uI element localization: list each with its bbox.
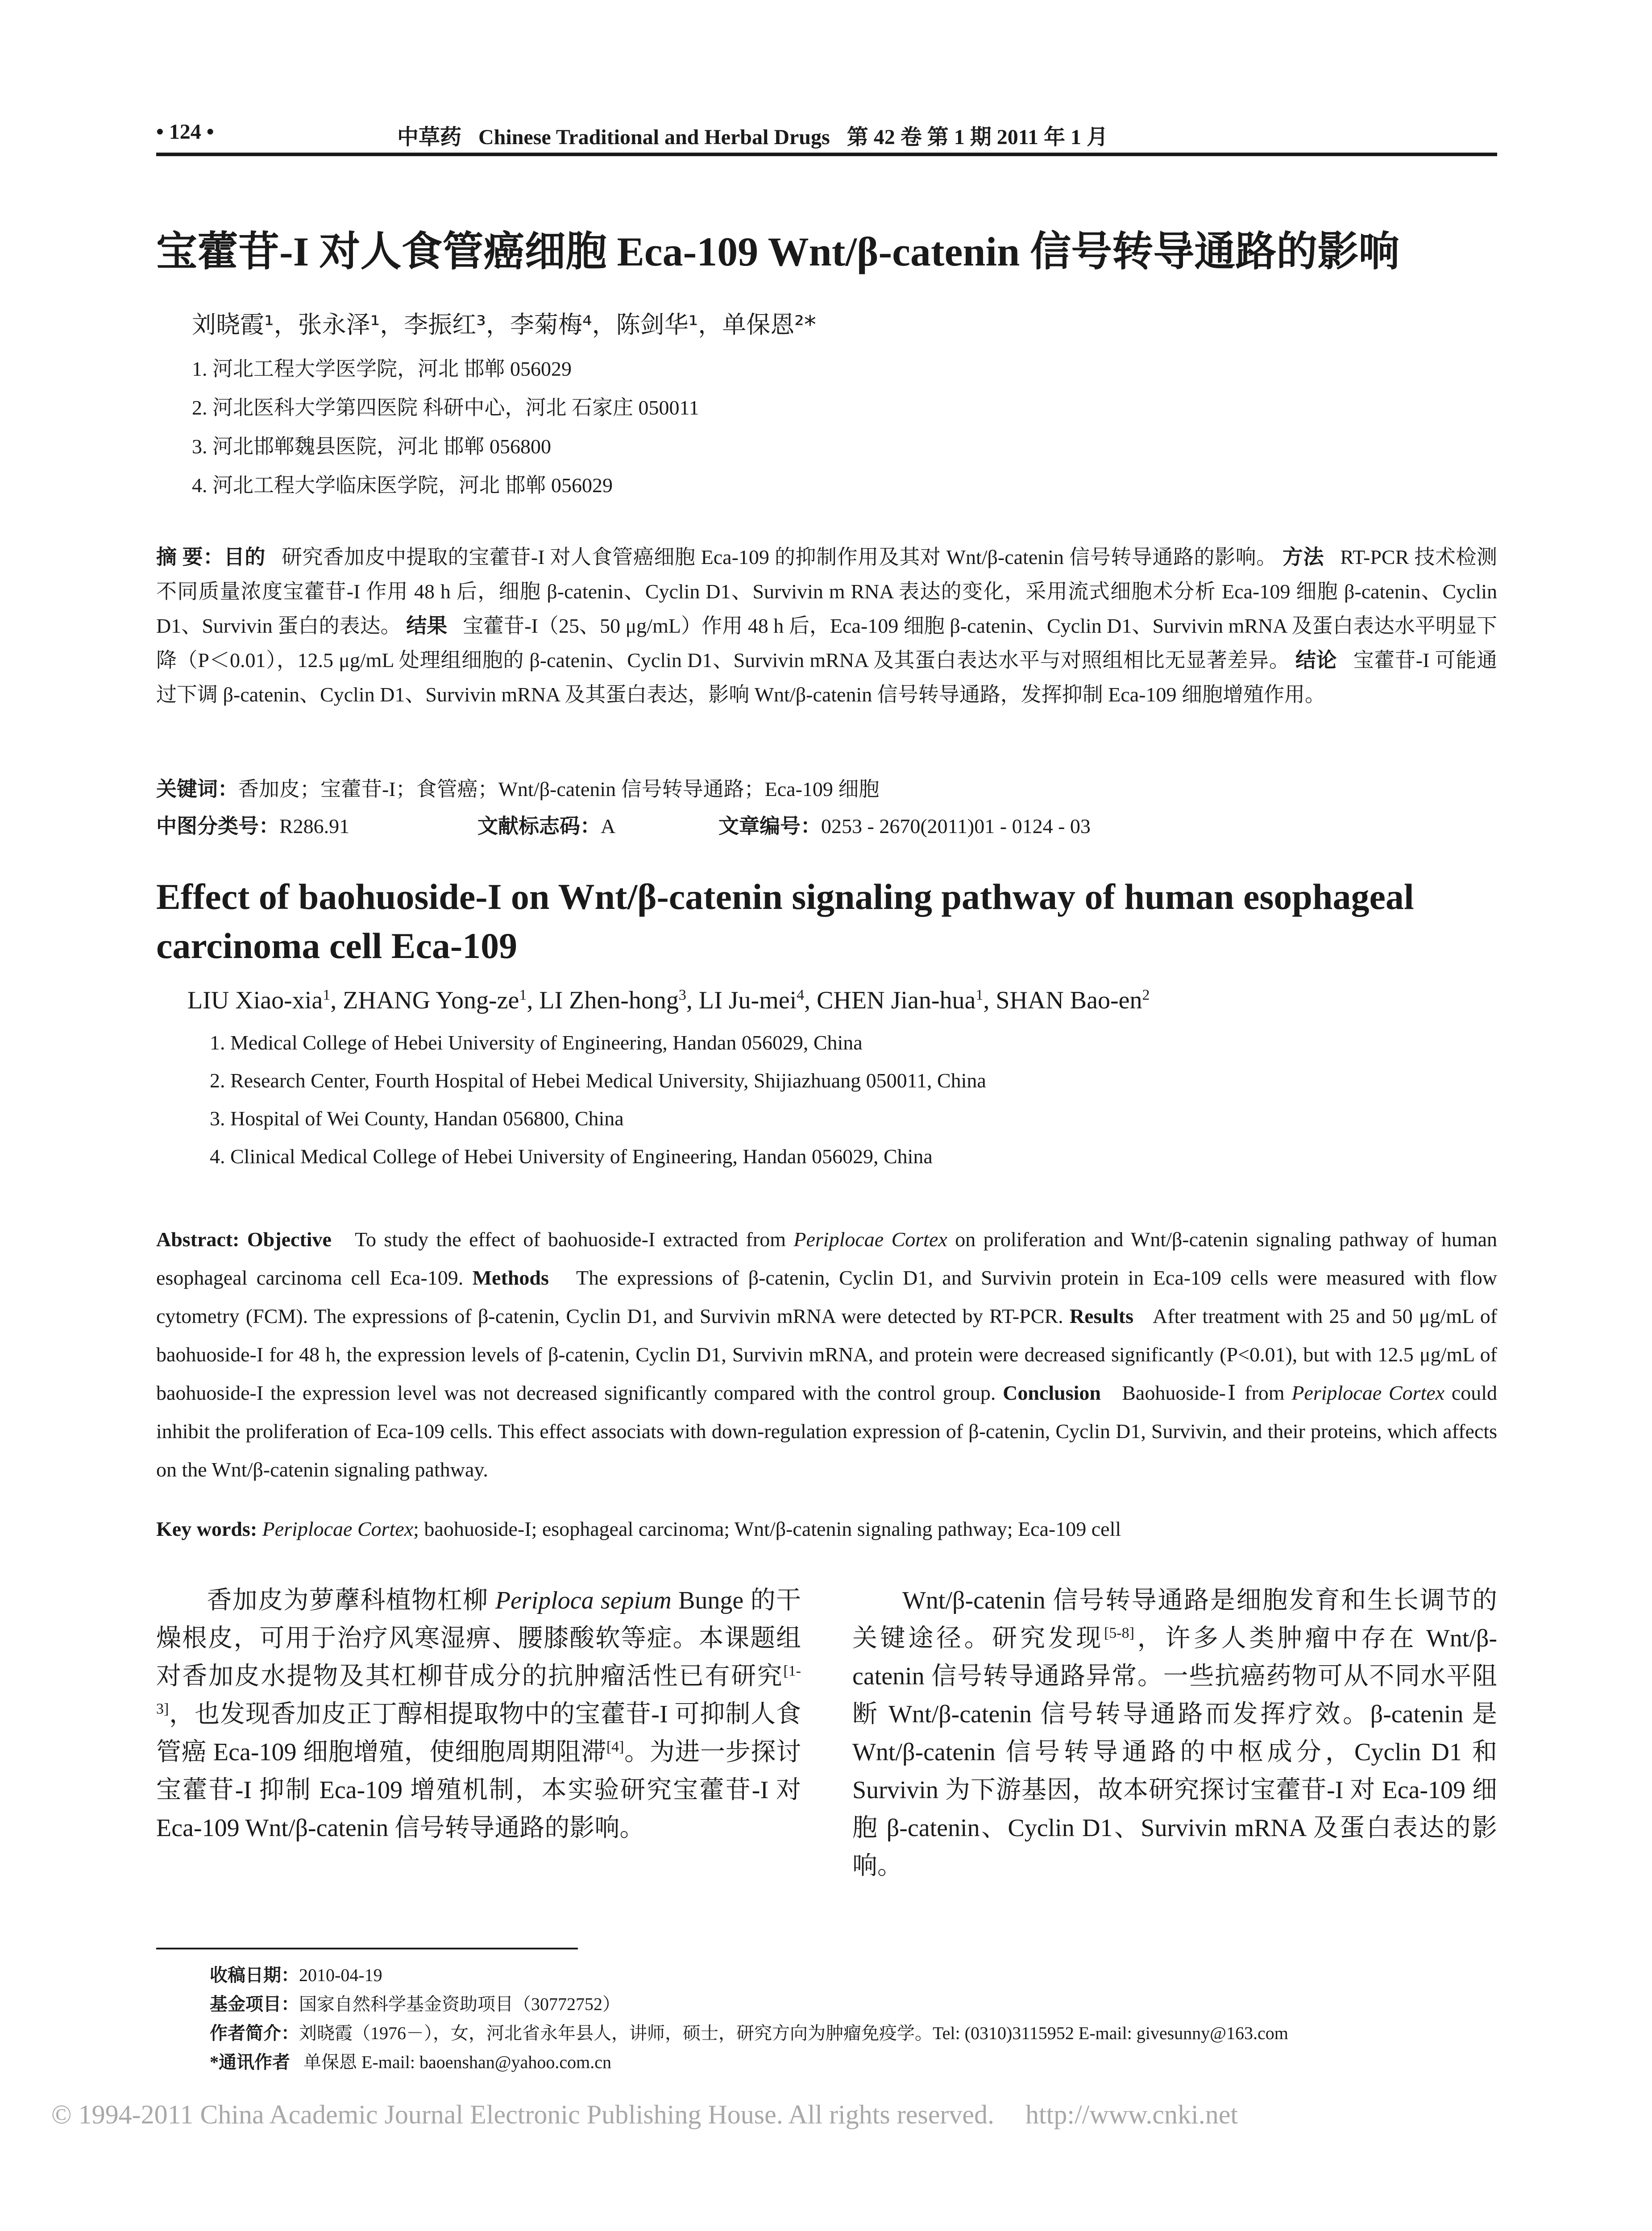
authors-en (187, 986, 1150, 1015)
citation-2: [4] (606, 1738, 624, 1755)
abstract-cn (156, 540, 1497, 712)
abstract-en (156, 1220, 1497, 1489)
conclusion-cn-label: 结论 (1295, 649, 1337, 672)
species-name: Periplocae Cortex (793, 1228, 947, 1251)
affiliation-en-3: 3. Hospital of Wei County, Handan 056800, China (210, 1107, 624, 1130)
keywords-en-italic: Periplocae Cortex (262, 1518, 414, 1540)
author-en-2: ZHANG Yong-$ze^1$, (343, 987, 540, 1014)
objective-en-text: To study the effect of baohuoside-I extracted from (355, 1228, 786, 1251)
citation-1: [1-3] (156, 1663, 801, 1717)
conclusion-en-text: Baohuoside-Ⅰ from (1122, 1381, 1285, 1404)
results-en-text: After treatment with 25 and 50 μg/mL of baohuoside-I for 48 h, the expression levels of β-catenin, Cyclin D1, Survivin mRNA, and protein were decreased significantly (P<0.01), but with 12.5 μg/mL of baohuoside-I the expression level was not decreased significantly compared with the control group. (156, 1305, 1498, 1404)
keywords-cn-label: 关键词： (156, 778, 238, 800)
methods-en-label: Methods (472, 1266, 549, 1289)
keywords-cn-text: 香加皮；宝藿苷-I；食管癌；Wnt/β-catenin 信号转导通路；Eca-109 细胞 (238, 778, 880, 800)
body-column-1: 香加皮为萝藦科植物杠柳 Periploca sepium Bunge 的干燥根皮，可用于治疗风寒湿痹、腰膝酸软等症。本课题组对香加皮水提物及其杠柳苷成分的抗肿瘤活性已有研究[1-3]，也发现香加皮正丁醇相提取物中的宝藿苷-I 可抑制人食管癌 Eca-109 细胞增殖，使细胞周期阻滞[4]。为进一步探讨宝藿苷-I 抑制 Eca-109 增殖机制，本实验研究宝藿苷-I 对 Eca-109 Wnt/β-catenin 信号转导通路的影响。 (156, 1587, 801, 1842)
affiliation-cn-4: 4. 河北工程大学临床医学院，河北 邯郸 056029 (192, 474, 613, 497)
author-en-1: LIU Xiao-xia$^1$, (187, 987, 343, 1014)
objective-en-text-2: on proliferation and Wnt/β-catenin signaling pathway of human esophageal carcinoma cell Eca-109. (156, 1228, 1498, 1289)
header-rule (156, 153, 1497, 156)
methods-cn-label: 方法 (1282, 546, 1324, 568)
journal-issue: 第 42 卷 第 1 期 2011 年 1 月 (847, 125, 1108, 149)
body-column-2: Wnt/β-catenin 信号转导通路是细胞发育和生长调节的关键途径。研究发现[5-8]，许多人类肿瘤中存在 Wnt/β-catenin 信号转导通路异常。一些抗癌药物可从不同水平阻断 Wnt/β-catenin 信号转导通路而发挥疗效。β-catenin 是 Wnt/β-catenin 信号转导通路的中枢成分，Cyclin D1 和 Survivin 为下游基因，故本研究探讨宝藿苷-I 对 Eca-109 细胞 β-catenin、Cyclin D1、Survivin mRNA 及蛋白表达的影响。 (852, 1587, 1497, 1880)
affiliation-en-2: 2. Research Center, Fourth Hospital of Hebei Medical University, Shijiazhuang 050011, China (210, 1069, 986, 1092)
abstract-cn-label: 摘 要： (156, 546, 224, 568)
article-number-label: 文章编号： (718, 815, 821, 838)
title-cn: 宝藿苷-I 对人食管癌细胞 Eca-109 Wnt/β-catenin 信号转导通路的影响 (156, 229, 1400, 274)
keywords-en-text: ; baohuoside-I; esophageal carcinoma; Wnt/β-catenin signaling pathway; Eca-109 cell (413, 1518, 1121, 1540)
abstract-en-label: Abstract: Objective (156, 1228, 332, 1251)
copyright-text: © 1994-2011 China Academic Journal Electronic Publishing House. All rights reserved. (51, 2100, 994, 2129)
affiliation-cn-1: 1. 河北工程大学医学院，河北 邯郸 056029 (192, 357, 572, 380)
keywords-en (156, 1517, 1121, 1541)
keywords-cn (156, 772, 1497, 806)
clc-value: R286.91 (279, 815, 350, 838)
journal-name-en: Chinese Traditional and Herbal Drugs (478, 125, 830, 149)
methods-en-text: The expressions of β-catenin, Cyclin D1, and Survivin protein in Eca-109 cells were measured with flow cytometry (FCM). The expressions of β-catenin, Cyclin D1, and Survivin mRNA were detected by RT-PCR. (156, 1266, 1498, 1327)
footnote-rule (156, 1948, 578, 1949)
cnki-link[interactable]: http://www.cnki.net (1025, 2100, 1238, 2129)
author-en-3: LI Zhen-hong$^3$, (539, 987, 699, 1014)
affiliation-en-1: 1. Medical College of Hebei University of Engineering, Handan 056029, China (210, 1031, 863, 1054)
author-en-4: LI Ju-mei$^4$, (698, 987, 817, 1014)
author-en-6: SHAN Bao-$en^2$ (996, 987, 1150, 1014)
footnote-author: 作者简介：刘晓霞（1976－），女，河北省永年县人，讲师，硕士，研究方向为肿瘤免疫学。Tel: (0310)3115952 E-mail: givesunny@163.com (210, 2023, 1288, 2043)
citation-3: [5-8] (1104, 1625, 1134, 1642)
running-head (156, 120, 1496, 151)
affiliation-en-4: 4. Clinical Medical College of Hebei University of Engineering, Handan 056029, China (210, 1145, 933, 1168)
footnote-received: 收稿日期：2010-04-19 (210, 1965, 382, 1985)
doc-code-label: 文献标志码： (477, 815, 601, 838)
plant-name: Periploca sepium (495, 1587, 672, 1614)
journal-info (397, 120, 1120, 150)
conclusion-en-label: Conclusion (1003, 1381, 1101, 1404)
author-en-5: CHEN Jian-hua$^1$, (817, 987, 996, 1014)
title-en: Effect of baohuoside-I on Wnt/β-catenin signaling pathway of human esophageal carcinoma cell Eca-109 (156, 876, 1414, 966)
copyright-line (51, 2099, 1238, 2130)
footnote-corresponding: *通讯作者 单保恩 E-mail: baoenshan@yahoo.com.cn (210, 2052, 611, 2072)
objective-cn-label: 目的 (224, 546, 266, 568)
footnote-fund: 基金项目：国家自然科学基金资助项目（30772752） (210, 1994, 620, 2014)
clc-label: 中图分类号： (156, 815, 279, 838)
article-number-value: 0253 - 2670(2011)01 - 0124 - 03 (821, 815, 1091, 838)
results-cn-text: 宝藿苷-I（25、50 μg/mL）作用 48 h 后，Eca-109 细胞 β-catenin、Cyclin D1、Survivin mRNA 及蛋白表达水平明显下降（P＜0.01），12.5 μg/mL 处理组细胞的 β-catenin、Cyclin D1、Survivin mRNA 及其蛋白表达水平与对照组相比无显著差异。 (156, 614, 1498, 672)
doc-code-value: A (601, 815, 616, 838)
methods-cn-text: RT-PCR 技术检测不同质量浓度宝藿苷-I 作用 48 h 后，细胞 β-catenin、Cyclin D1、Survivin m RNA 表达的变化，采用流式细胞术分析 Eca-109 细胞 β-catenin、Cyclin D1、Survivin 蛋白的表达。 (156, 546, 1498, 637)
affiliation-cn-2: 2. 河北医科大学第四医院 科研中心，河北 石家庄 050011 (192, 396, 699, 419)
results-en-label: Results (1069, 1305, 1134, 1327)
keywords-en-label: Key words: (156, 1518, 257, 1540)
results-cn-label: 结果 (406, 614, 448, 637)
affiliation-cn-3: 3. 河北邯郸魏县医院，河北 邯郸 056800 (192, 435, 551, 458)
species-name-2: Periplocae Cortex (1291, 1381, 1445, 1404)
conclusion-en-text-2: could inhibit the proliferation of Eca-109 cells. This effect associats with down-regulation expression of β-catenin, Cyclin D1, Survivin, and their proteins, which affects on the Wnt/β-catenin signaling pathway. (156, 1381, 1498, 1481)
objective-cn-text: 研究香加皮中提取的宝藿苷-I 对人食管癌细胞 Eca-109 的抑制作用及其对 Wnt/β-catenin 信号转导通路的影响。 (282, 546, 1277, 568)
classification-row (156, 810, 1091, 839)
conclusion-cn-text: 宝藿苷-I 可能通过下调 β-catenin、Cyclin D1、Survivin mRNA 及其蛋白表达，影响 Wnt/β-catenin 信号转导通路，发挥抑制 Eca-109 细胞增殖作用。 (156, 649, 1498, 706)
page-number: • 124 • (156, 120, 214, 144)
journal-name-cn: 中草药 (397, 124, 462, 149)
authors-cn: 刘晓霞¹，张永泽¹，李振红³，李菊梅⁴，陈剑华¹，单保恩²* (192, 311, 816, 339)
